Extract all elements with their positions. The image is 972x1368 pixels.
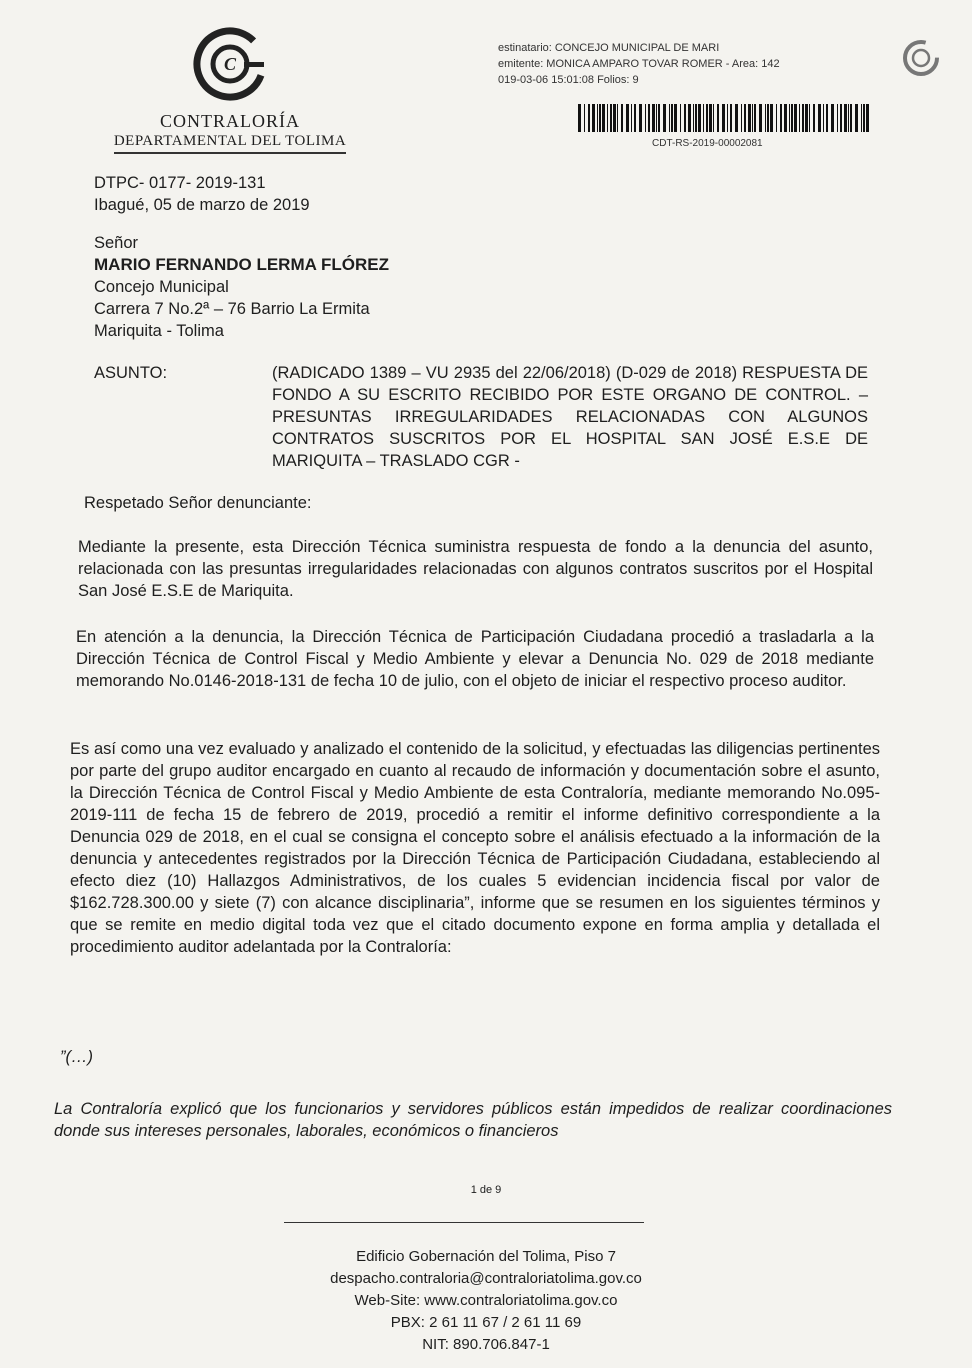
barcode-bar	[866, 104, 869, 132]
stamp-sender: emitente: MONICA AMPARO TOVAR ROMER - Area: 142	[498, 58, 780, 70]
barcode-bar	[602, 104, 605, 132]
barcode-bar	[776, 104, 777, 132]
barcode-bar	[658, 104, 660, 132]
paragraph-1: Mediante la presente, esta Dirección Técnica suministra respuesta de fondo a la denuncia del asunto, relacionada con las presuntas irregularidades relacionadas con algunos contratos suscritos por el Hospital San José E.S.E de Mariquita.	[78, 538, 873, 600]
barcode-bar	[639, 104, 642, 132]
barcode-bar	[861, 104, 862, 132]
barcode-bar	[722, 104, 725, 132]
barcode-bar	[669, 104, 670, 132]
barcode-bar	[709, 104, 712, 132]
barcode-bar	[684, 104, 686, 132]
barcode-bar	[599, 104, 601, 132]
barcode-bar	[634, 104, 636, 132]
paragraph-3: Es así como una vez evaluado y analizado el contenido de la solicitud, y efectuadas las diligencias pertinentes por parte del grupo auditor encargado en cuanto al recaudo de información y documentación sobre el asunto, la Dirección Técnica de Control Fiscal y Medio Ambiente de esta Contraloría, mediante memorando No.095-2019-111 de fecha 15 de febrero de 2019, procedió a remitir el informe definitivo correspondiente a la Denuncia 029 de 2018, en el cual se consigna el concepto sobre el análisis efectuado a la información de la denuncia y antecedentes registrados por la Dirección Técnica de Participación Ciudadana, estableciendo al efecto diez (10) Hallazgos Administrativos, de los cuales 5 evidencian incidencia fiscal por valor de $162.728.300.00 y siete (7) con alcance disciplinaria”, informe que se resumen en los siguientes términos y que se remite en medio digital toda vez que el citado documento expone en forma amplia y detallada el procedimiento auditor adelantada por la Contraloría:	[70, 740, 880, 956]
footer-email: despacho.contraloria@contraloriatolima.gov.co	[330, 1270, 642, 1287]
barcode-bar	[693, 104, 694, 132]
barcode-bar	[767, 104, 769, 132]
barcode-bar	[759, 104, 762, 132]
barcode-bar	[703, 104, 704, 132]
barcode-bar	[713, 104, 714, 132]
footer-website: Web-Site: www.contraloriatolima.gov.co	[354, 1292, 618, 1309]
contraloria-logo	[100, 26, 360, 154]
radicado-stamp	[498, 40, 780, 88]
barcode-bar	[671, 104, 673, 132]
barcode-bar	[748, 104, 751, 132]
barcode-bar	[645, 104, 646, 132]
barcode-bar	[784, 104, 787, 132]
barcode-bar	[717, 104, 719, 132]
barcode-bar	[735, 104, 738, 132]
footer-divider	[284, 1222, 644, 1223]
barcode-bar	[631, 104, 632, 132]
reference-number: DTPC- 0177- 2019-131	[94, 174, 266, 192]
barcode-bar	[770, 104, 773, 132]
barcode-bar	[584, 104, 585, 132]
footer-address: Edificio Gobernación del Tolima, Piso 7	[356, 1248, 616, 1265]
barcode-bar	[741, 104, 742, 132]
barcode-bar	[688, 104, 691, 132]
barcode-bar	[652, 104, 655, 132]
barcode-bar	[837, 104, 838, 132]
barcode-number: CDT-RS-2019-00002081	[652, 138, 763, 149]
barcode-bar	[663, 104, 666, 132]
barcode-bar	[617, 104, 618, 132]
barcode-bar	[791, 104, 793, 132]
stamp-emblem-icon	[901, 38, 941, 78]
barcode-bar	[809, 104, 810, 132]
barcode-bar	[610, 104, 612, 132]
greeting: Respetado Señor denunciante:	[84, 494, 312, 512]
recipient-org: Concejo Municipal	[94, 278, 229, 296]
svg-text:C: C	[223, 54, 237, 74]
recipient-name: MARIO FERNANDO LERMA FLÓREZ	[94, 255, 389, 274]
barcode-bar	[805, 104, 808, 132]
footer-phone: PBX: 2 61 11 67 / 2 61 11 69	[390, 1314, 582, 1331]
barcode-bar	[831, 104, 834, 132]
footer	[0, 1246, 972, 1356]
subject-text: (RADICADO 1389 – VU 2935 del 22/06/2018) (D-029 de 2018) RESPUESTA DE FONDO A SU ESCRITO RECIBIDO POR ESTE ORGANO DE CONTROL. – PRESUNTAS IRREGULARIDADES RELACIONADAS CON ALGUNOS CONTRATOS SUSCRITOS POR EL HOSPITAL SAN JOSÉ E.S.E DE MARIQUITA – TRASLADO CGR -	[272, 364, 868, 470]
barcode-bar	[578, 104, 581, 132]
paragraph-4: La Contraloría explicó que los funcionarios y servidores públicos están impedidos de realizar coordinaciones donde sus intereses personales, laborales, económicos o financieros	[54, 1100, 892, 1140]
barcode-bar	[799, 104, 800, 132]
barcode-bar	[789, 104, 790, 132]
paragraph-2: En atención a la denuncia, la Dirección Técnica de Participación Ciudadana procedió a trasladarla a la Dirección Técnica de Control Fiscal y Medio Ambiente y elevar a Denuncia No. 029 de 2018 mediante memorando No.0146-2018-131 de fecha 10 de julio, con el objeto de iniciar el respectivo proceso auditor.	[76, 628, 874, 690]
recipient-city: Mariquita - Tolima	[94, 322, 224, 340]
barcode-bar	[695, 104, 697, 132]
barcode-bar	[818, 104, 821, 132]
recipient-title: Señor	[94, 234, 139, 252]
barcode-bar	[813, 104, 815, 132]
barcode-bar	[588, 104, 590, 132]
barcode-bar	[648, 104, 650, 132]
quote-open: ”(…)	[60, 1048, 93, 1066]
barcode-bar	[607, 104, 608, 132]
stamp-logo	[884, 38, 958, 83]
barcode-bar	[840, 104, 842, 132]
barcode-bar	[656, 104, 657, 132]
barcode-bar	[802, 104, 804, 132]
barcode-bar	[754, 104, 756, 132]
barcode-bar	[794, 104, 797, 132]
stamp-datetime: 019-03-06 15:01:08 Folios: 9	[498, 74, 639, 86]
barcode-bar	[680, 104, 681, 132]
barcode-bar	[698, 104, 701, 132]
barcode-bar	[730, 104, 732, 132]
page-number: 1 de 9	[470, 1184, 502, 1196]
barcode-bar	[613, 104, 616, 132]
barcode-bar	[727, 104, 728, 132]
barcode-bar	[674, 104, 677, 132]
barcode-bar	[626, 104, 629, 132]
barcode-bar	[597, 104, 598, 132]
barcode-bar	[621, 104, 623, 132]
barcode-bar	[850, 104, 852, 132]
barcode-bar	[780, 104, 782, 132]
barcode-bar	[855, 104, 858, 132]
barcode-bar	[863, 104, 865, 132]
place-date: Ibagué, 05 de marzo de 2019	[94, 196, 310, 214]
logo-title: CONTRALORÍA	[160, 111, 300, 131]
barcode-bar	[823, 104, 824, 132]
barcode-bar	[844, 104, 847, 132]
footer-nit: NIT: 890.706.847-1	[422, 1336, 550, 1353]
barcode	[578, 104, 870, 132]
barcode-bar	[706, 104, 708, 132]
barcode-bar	[752, 104, 753, 132]
stamp-recipient: estinatario: CONCEJO MUNICIPAL DE MARI	[498, 42, 720, 54]
barcode-bar	[826, 104, 828, 132]
barcode-bar	[848, 104, 849, 132]
barcode-bar	[744, 104, 746, 132]
contraloria-emblem-icon	[192, 26, 268, 102]
subject-label: ASUNTO:	[94, 364, 168, 382]
barcode-bar	[592, 104, 595, 132]
logo-subtitle: DEPARTAMENTAL DEL TOLIMA	[114, 133, 346, 154]
barcode-bar	[765, 104, 766, 132]
recipient-address: Carrera 7 No.2ª – 76 Barrio La Ermita	[94, 300, 370, 318]
